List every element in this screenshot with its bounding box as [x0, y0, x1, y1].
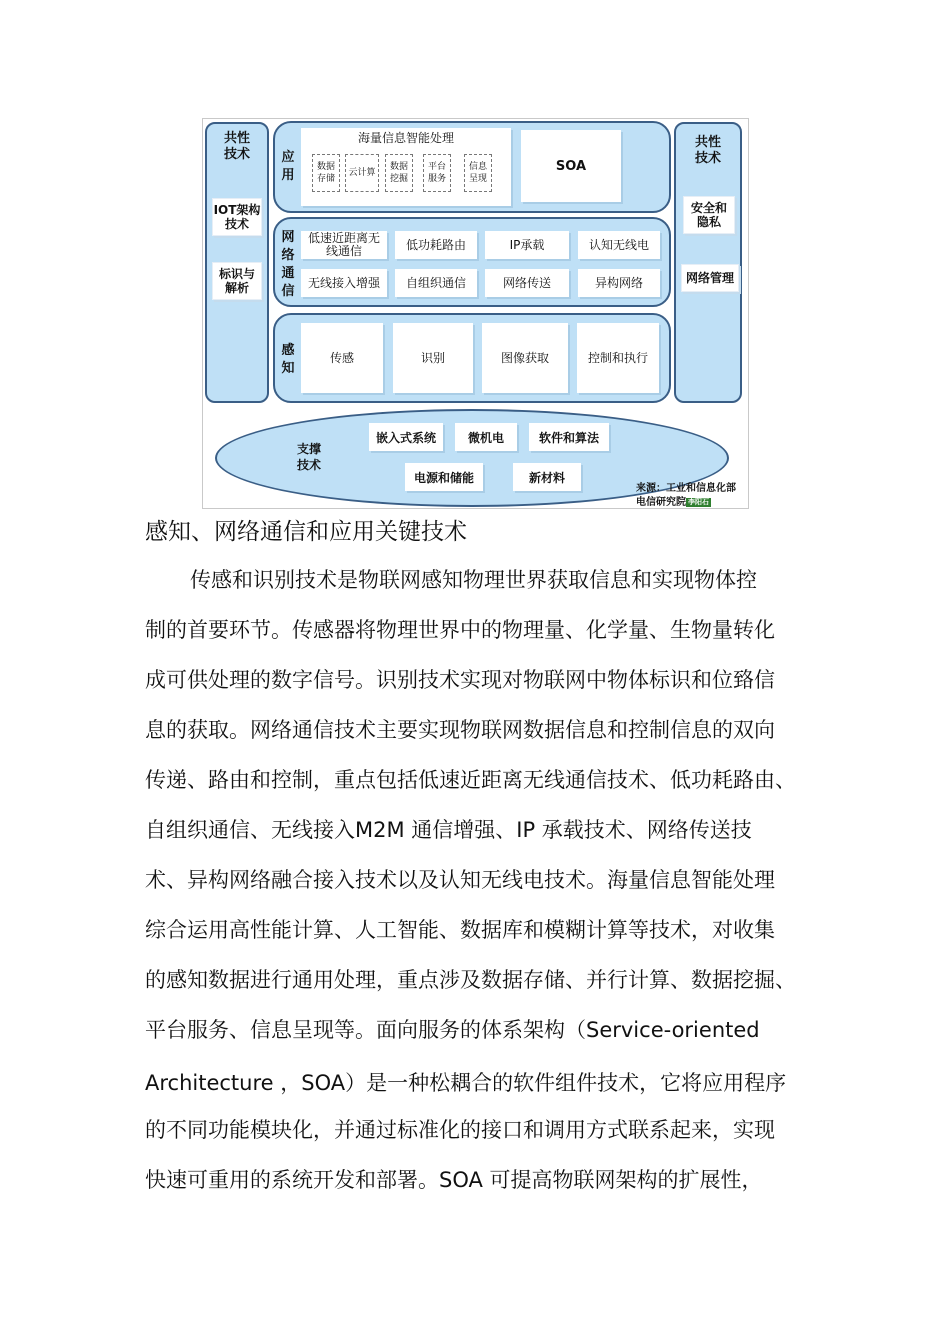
paragraph-line: 平台服务、信息呈现等。面向服务的体系架构（Service-oriented [145, 1018, 760, 1042]
embedded-system-cell: 嵌入式系统 [369, 423, 443, 451]
identification-cell: 识别 [393, 323, 473, 393]
paragraph-line: 的感知数据进行通用处理，重点涉及数据存储、并行计算、数据挖掘、 [145, 968, 796, 992]
paragraph-line: 传递、路由和控制，重点包括低速近距离无线通信技术、低功耗路由、 [145, 768, 796, 792]
network-transport-cell: 网络传送 [485, 269, 569, 297]
ip-bearer-cell: IP承载 [485, 231, 569, 259]
security-privacy-box: 安全和 隐私 [683, 196, 735, 234]
massive-info-title: 海量信息智能处理 [357, 131, 454, 145]
self-organizing-cell: 自组织通信 [395, 269, 477, 297]
paragraph-line: 快速可重用的系统开发和部署。SOA 可提高物联网架构的扩展性， [145, 1168, 763, 1192]
paragraph-line: 的不同功能模块化，并通过标准化的接口和调用方式联系起来，实现 [145, 1118, 775, 1142]
wireless-access-cell: 无线接入增强 [301, 269, 387, 297]
soa-box: SOA [521, 130, 621, 202]
figure-caption: 感知、网络通信和应用关键技术 [145, 519, 467, 545]
paragraph-line: 术、异构网络融合接入技术以及认知无线电技术。海量信息智能处理 [145, 868, 775, 892]
right-common-tech-column [674, 122, 742, 403]
application-label: 应 用 [281, 150, 295, 183]
power-storage-cell: 电源和储能 [405, 463, 483, 491]
network-communication-panel [273, 217, 671, 307]
info-presentation-item: 信息 呈现 [464, 154, 492, 192]
iot-architecture-box: IOT架构 技术 [212, 198, 262, 236]
cloud-computing-item: 云计算 [345, 154, 379, 192]
sensing-cell: 传感 [301, 323, 383, 393]
identification-box: 标识与 解析 [212, 262, 262, 300]
network-management-box: 网络管理 [681, 264, 739, 292]
paragraph-line: 制的首要环节。传感器将物理世界中的物理量、化学量、生物量转化 [145, 618, 775, 642]
source-line-2: 电信研究院 李阳石 [636, 497, 709, 508]
data-mining-item: 数据 挖掘 [385, 154, 413, 192]
support-label: 支撑 技术 [296, 442, 321, 472]
data-storage-item: 数据 存储 [312, 154, 340, 192]
left-column-title: 共性 技术 [223, 131, 250, 162]
perception-label: 感 知 [281, 343, 295, 376]
paragraph-line: Architecture ，SOA）是一种松耦合的软件组件技术，它将应用程序 [145, 1071, 787, 1095]
iot-architecture-diagram [202, 118, 749, 509]
perception-panel [273, 313, 671, 403]
application-panel [273, 121, 671, 213]
paragraph-line: 自组织通信、无线接入M2M 通信增强、IP 承载技术、网络传送技 [145, 818, 752, 842]
image-acquisition-cell: 图像获取 [482, 323, 568, 393]
massive-info-processing-group [301, 128, 511, 206]
heterogeneous-network-cell: 异构网络 [578, 269, 660, 297]
cognitive-radio-cell: 认知无线电 [578, 231, 660, 259]
left-common-tech-column [205, 122, 269, 403]
short-range-wireless-cell: 低速近距离无 线通信 [301, 231, 387, 259]
platform-service-item: 平台 服务 [423, 154, 451, 192]
paragraph-line: 成可供处理的数字信号。识别技术实现对物联网中物体标识和位臵信 [145, 668, 775, 692]
control-execution-cell: 控制和执行 [577, 323, 659, 393]
paragraph-line: 传感和识别技术是物联网感知物理世界获取信息和实现物体控 [190, 568, 757, 592]
source-badge: 李阳石 [688, 497, 709, 506]
paragraph-line: 综合运用高性能计算、人工智能、数据库和模糊计算等技术，对收集 [145, 918, 775, 942]
network-label: 网 络 通 信 [281, 230, 295, 299]
right-column-title: 共性 技术 [694, 135, 721, 166]
paragraph-line: 息的获取。网络通信技术主要实现物联网数据信息和控制信息的双向 [145, 718, 775, 742]
software-algorithm-cell: 软件和算法 [529, 423, 609, 451]
mems-cell: 微机电 [455, 423, 517, 451]
new-material-cell: 新材料 [513, 463, 581, 491]
low-power-routing-cell: 低功耗路由 [395, 231, 477, 259]
source-line-1: 来源：工业和信息化部 [636, 483, 736, 494]
source-note [636, 482, 736, 510]
